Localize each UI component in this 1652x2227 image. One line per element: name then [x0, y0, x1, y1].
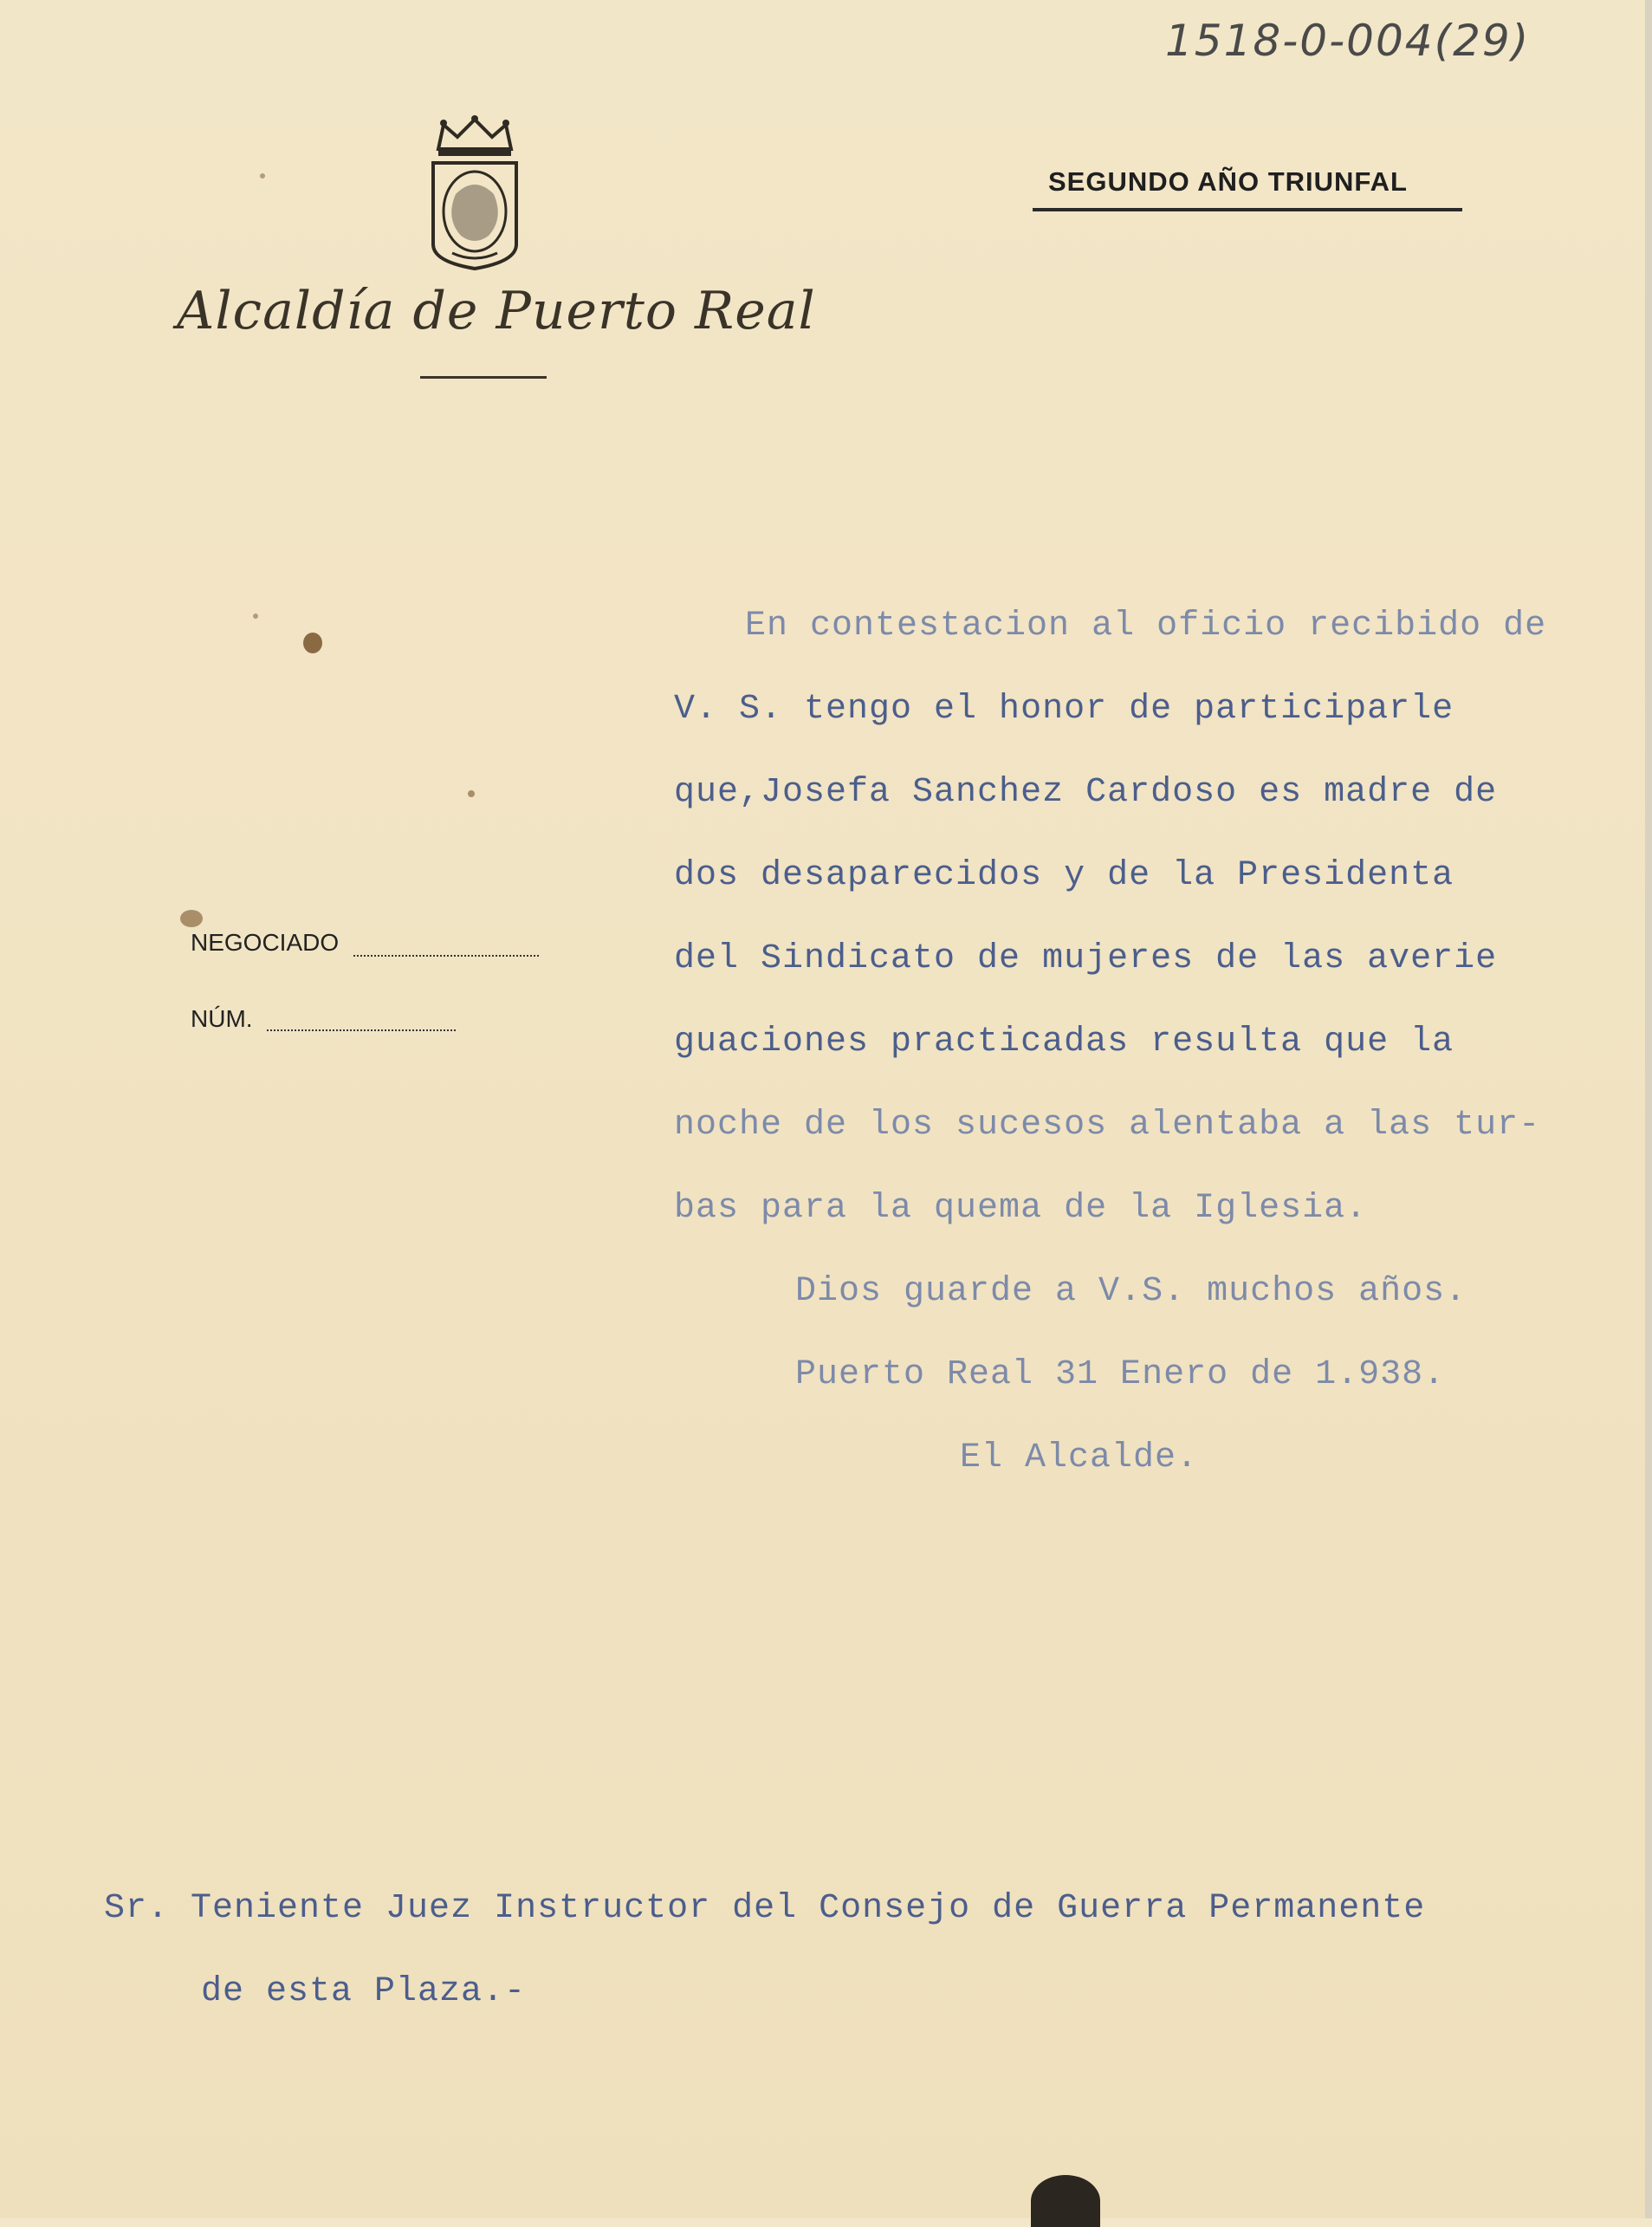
negociado-label: NEGOCIADO: [191, 929, 340, 956]
body-line: En contestacion al oficio recibido de: [745, 607, 1547, 646]
coat-of-arms-icon: [426, 114, 523, 272]
signature-title: El Alcalde.: [960, 1438, 1199, 1477]
paper-stain: [468, 790, 475, 797]
body-line: del Sindicato de mujeres de las averie: [674, 939, 1498, 978]
negociado-line: [353, 955, 539, 957]
closing-place-date: Puerto Real 31 Enero de 1.938.: [795, 1355, 1446, 1394]
body-line: V. S. tengo el honor de participarle: [674, 690, 1454, 729]
num-label: NÚM.: [191, 1005, 253, 1032]
page-edge: [1645, 0, 1652, 2218]
body-line: guaciones practicadas resulta que la: [674, 1023, 1454, 1062]
paper-tear: [1031, 2175, 1100, 2227]
year-underline: [1033, 208, 1462, 211]
closing-salutation: Dios guarde a V.S. muchos años.: [795, 1272, 1467, 1311]
paper-stain: [253, 614, 258, 619]
year-label: SEGUNDO AÑO TRIUNFAL: [1048, 166, 1408, 197]
body-line: bas para la quema de la Iglesia.: [674, 1189, 1368, 1228]
body-line: noche de los sucesos alentaba a las tur-: [674, 1106, 1541, 1145]
body-line: dos desaparecidos y de la Presidenta: [674, 856, 1454, 895]
paper-stain: [180, 910, 203, 927]
letterhead-underline: [420, 376, 547, 379]
archive-reference: 1518-0-004(29): [1165, 16, 1531, 66]
num-line: [267, 1029, 456, 1031]
paper-stain: [260, 173, 265, 179]
letterhead-municipality: Alcaldía de Puerto Real: [177, 281, 816, 341]
body-line: que,Josefa Sanchez Cardoso es madre de: [674, 773, 1498, 812]
addressee-line: de esta Plaza.-: [201, 1972, 527, 2011]
addressee-line: Sr. Teniente Juez Instructor del Consejo de Guerra Permanente: [104, 1889, 1426, 1928]
paper-stain: [303, 633, 322, 653]
